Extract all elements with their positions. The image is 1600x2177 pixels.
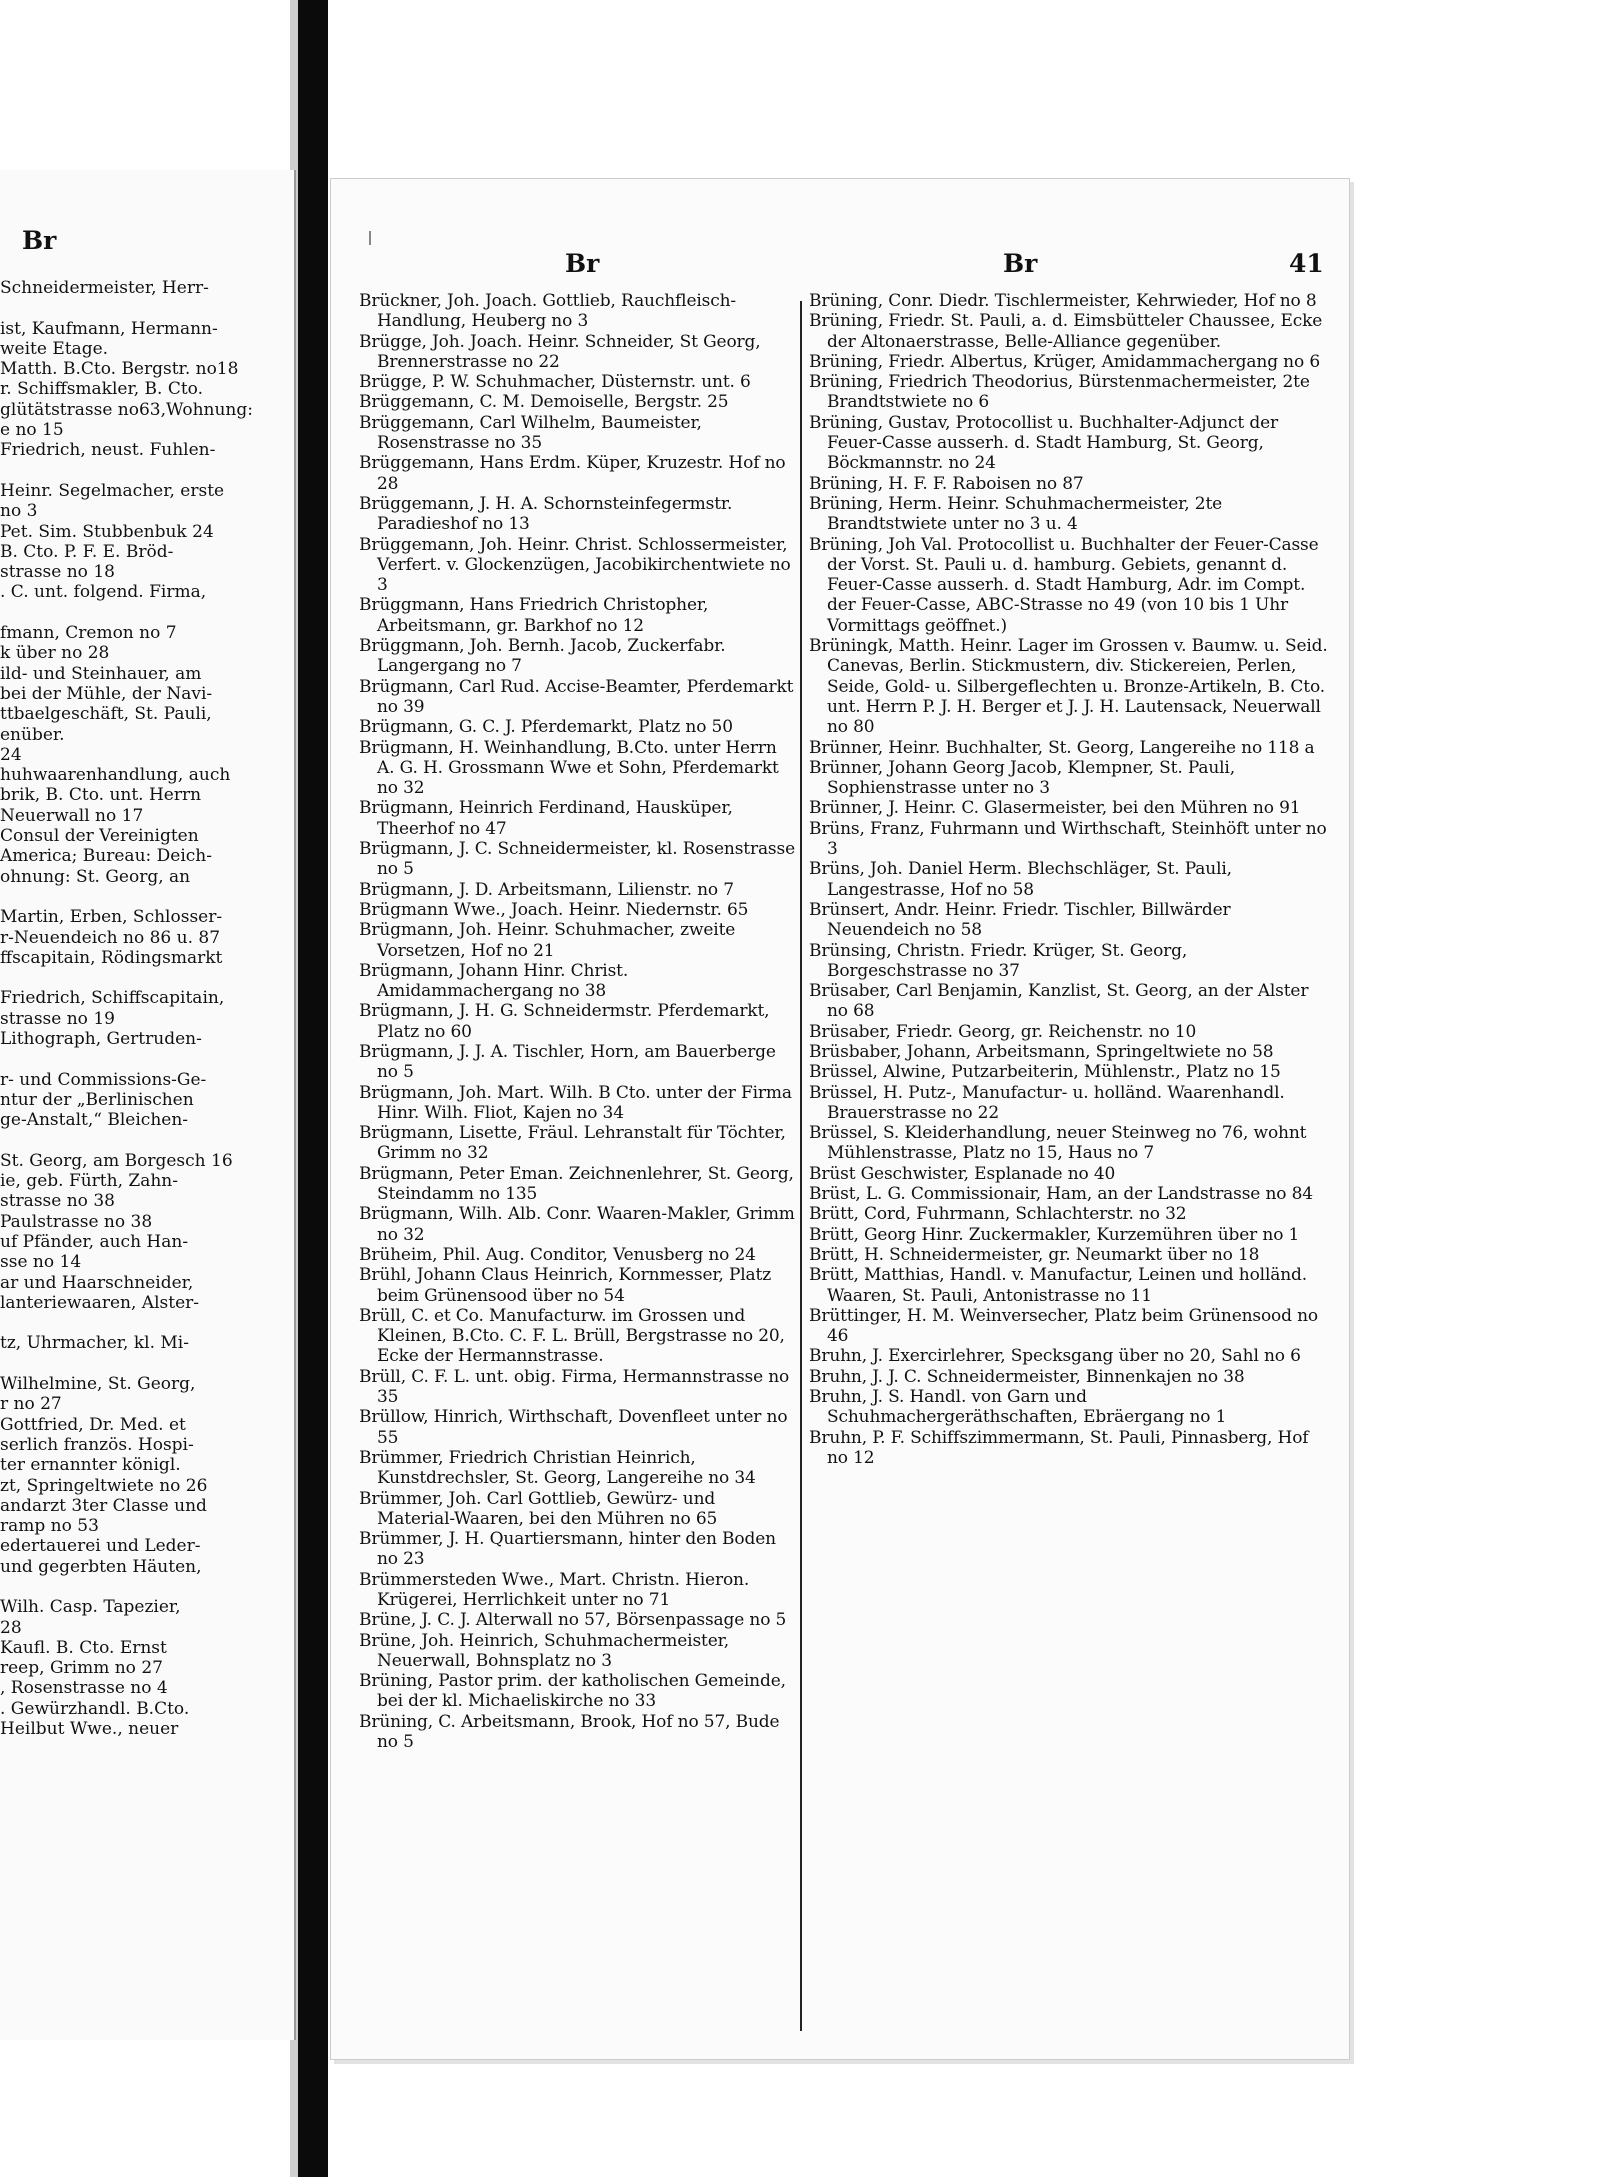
header-right: Br (1003, 249, 1038, 278)
directory-entry: Brüning, Herm. Heinr. Schuhmachermeister, 2te Brandtstwiete unter no 3 u. 4 (809, 493, 1223, 535)
left-page-line (0, 1130, 280, 1150)
left-page-line: Pet. Sim. Stubbenbuk 24 (0, 521, 214, 542)
directory-entry: Brümmer, Friedrich Christian Heinrich, Kunstdrechsler, St. Georg, Langereihe no 34 (359, 1447, 756, 1489)
directory-entry: Brügmann, J. H. G. Schneidermstr. Pferdemarkt, Platz no 60 (359, 1001, 770, 1042)
directory-entry: Brüsaber, Friedr. Georg, gr. Reichenstr. no 10 (809, 1021, 1197, 1042)
left-page-line (0, 968, 280, 988)
directory-entry: Brüningk, Matth. Heinr. Lager im Grossen v. Baumw. u. Seid. Canevas, Berlin. Stickmustern, div. Stickereien, Perlen, Seide, Gold- u. Silbergeflechten u. Bronze-Artikeln, B. Cto. unt. Herrn P. J. H. Berger et J. J. H. Lautensack, Neuerwall no 80 (809, 636, 1328, 738)
directory-entry: Brütt, Matthias, Handl. v. Manufactur, Leinen und holländ. Waaren, St. Pauli, Antonistrasse no 11 (809, 1265, 1308, 1306)
left-page-line: strasse no 38 (0, 1191, 115, 1212)
left-page-line: Kaufl. B. Cto. Ernst (0, 1637, 167, 1658)
directory-entry: Brüst Geschwister, Esplanade no 40 (809, 1163, 1116, 1184)
directory-entry: Brüssel, S. Kleiderhandlung, neuer Steinweg no 76, wohnt Mühlenstrasse, Platz no 15, Haus no 7 (809, 1123, 1307, 1164)
directory-entry: Brügmann, Lisette, Fräul. Lehranstalt für Töchter, Grimm no 32 (359, 1123, 786, 1164)
left-page-line: Martin, Erben, Schlosser- (0, 907, 223, 928)
left-page-line: America; Bureau: Deich- (0, 846, 212, 867)
directory-entry: Brümmersteden Wwe., Mart. Christn. Hieron. Krügerei, Herrlichkeit unter no 71 (359, 1569, 750, 1610)
directory-entry: Brügge, P. W. Schuhmacher, Düsternstr. unt. 6 (359, 372, 751, 393)
left-page-line: zt, Springeltwiete no 26 (0, 1475, 208, 1496)
directory-entry: Brügmann, Joh. Heinr. Schuhmacher, zweite Vorsetzen, Hof no 21 (359, 920, 736, 961)
left-page-line: B. Cto. P. F. E. Bröd- (0, 541, 174, 562)
directory-entry: Brügmann, H. Weinhandlung, B.Cto. unter Herrn A. G. H. Grossmann Wwe et Sohn, Pferdemarkt no 32 (359, 737, 779, 799)
page-number: 41 (1289, 249, 1324, 278)
directory-entry: Brügmann, J. C. Schneidermeister, kl. Rosenstrasse no 5 (359, 839, 795, 880)
book-spine (298, 0, 328, 2177)
left-page-line (0, 298, 280, 318)
directory-entry: Brümmer, Joh. Carl Gottlieb, Gewürz- und Material-Waaren, bei den Mühren no 65 (359, 1488, 718, 1529)
left-page-line: reep, Grimm no 27 (0, 1658, 163, 1679)
directory-entry: Brügmann, J. D. Arbeitsmann, Lilienstr. no 7 (359, 879, 734, 900)
directory-entry: Brüning, H. F. F. Raboisen no 87 (809, 473, 1084, 494)
left-page-line: uf Pfänder, auch Han- (0, 1231, 189, 1252)
left-page-line: ter ernannter königl. (0, 1455, 181, 1476)
left-page-line: serlich französ. Hospi- (0, 1434, 194, 1455)
directory-entry: Brünsert, Andr. Heinr. Friedr. Tischler, Billwärder Neuendeich no 58 (809, 899, 1231, 941)
directory-entry: Brütt, H. Schneidermeister, gr. Neumarkt über no 18 (809, 1244, 1260, 1265)
directory-entry: Brüning, C. Arbeitsmann, Brook, Hof no 57, Bude no 5 (359, 1711, 780, 1753)
left-page-line: ttbaelgeschäft, St. Pauli, (0, 704, 212, 725)
left-page-line: fmann, Cremon no 7 (0, 623, 177, 644)
directory-entry: Brüggemann, Hans Erdm. Küper, Kruzestr. Hof no 28 (359, 453, 786, 494)
left-page-line: r no 27 (0, 1394, 62, 1415)
directory-entry: Brüll, C. F. L. unt. obig. Firma, Hermannstrasse no 35 (359, 1366, 790, 1408)
left-page-line: enüber. (0, 724, 65, 745)
directory-entry: Brügmann Wwe., Joach. Heinr. Niedernstr. 65 (359, 899, 749, 920)
left-page-header: Br (22, 226, 57, 255)
left-page-line: e no 15 (0, 420, 64, 441)
directory-entry: Brünner, J. Heinr. C. Glasermeister, bei den Mühren no 91 (809, 798, 1301, 819)
directory-entry: Brückner, Joh. Joach. Gottlieb, Rauchfleisch-Handlung, Heuberg no 3 (359, 291, 736, 332)
directory-entry: Brügmann, G. C. J. Pferdemarkt, Platz no 50 (359, 717, 733, 738)
directory-entry: Brünner, Johann Georg Jacob, Klempner, St. Pauli, Sophienstrasse unter no 3 (809, 757, 1235, 799)
left-page-line: ist, Kaufmann, Hermann- (0, 318, 218, 339)
left-page-line: sse no 14 (0, 1252, 82, 1273)
left-page-line (0, 887, 280, 907)
left-page-line: r. Schiffsmakler, B. Cto. (0, 379, 204, 400)
left-page-line: 24 (0, 744, 22, 765)
directory-entry: Brütt, Georg Hinr. Zuckermakler, Kurzemühren über no 1 (809, 1224, 1300, 1245)
left-page-line: lanteriewaaren, Alster- (0, 1292, 200, 1313)
left-page-line: . Gewürzhandl. B.Cto. (0, 1698, 190, 1719)
directory-entry: Brüns, Franz, Fuhrmann und Wirthschaft, Steinhöft unter no 3 (809, 818, 1327, 860)
left-page-line: weite Etage. (0, 338, 109, 359)
directory-entry: Brüll, C. et Co. Manufacturw. im Grossen und Kleinen, B.Cto. C. F. L. Brüll, Bergstrasse no 20, Ecke der Hermannstrasse. (359, 1305, 785, 1367)
column-divider (800, 301, 802, 2031)
left-page-line: ohnung: St. Georg, an (0, 866, 191, 887)
directory-entry: Brüggemann, C. M. Demoiselle, Bergstr. 25 (359, 392, 729, 413)
left-page-line: r-Neuendeich no 86 u. 87 (0, 927, 221, 948)
directory-entry: Brüning, Gustav, Protocollist u. Buchhalter-Adjunct der Feuer-Casse ausserh. d. Stadt Hamburg, St. Georg, Böckmannstr. no 24 (809, 412, 1278, 474)
left-page-line: Paulstrasse no 38 (0, 1211, 153, 1232)
directory-entry: Bruhn, P. F. Schiffszimmermann, St. Pauli, Pinnasberg, Hof no 12 (809, 1427, 1309, 1468)
left-page-line: Wilh. Casp. Tapezier, (0, 1597, 181, 1618)
directory-entry: Brügmann, Wilh. Alb. Conr. Waaren-Makler, Grimm no 32 (359, 1204, 795, 1245)
left-page (0, 170, 296, 2040)
directory-entry: Bruhn, J. Exercirlehrer, Specksgang über no 20, Sahl no 6 (809, 1346, 1301, 1367)
directory-entry: Brüning, Friedrich Theodorius, Bürstenmachermeister, 2te Brandtstwiete no 6 (809, 372, 1310, 413)
left-page-line: Matth. B.Cto. Bergstr. no18 (0, 359, 239, 380)
left-page-line: tz, Uhrmacher, kl. Mi- (0, 1333, 189, 1354)
directory-entry: Brüllow, Hinrich, Wirthschaft, Dovenfleet unter no 55 (359, 1407, 788, 1448)
directory-entry: Brüne, Joh. Heinrich, Schuhmachermeister, Neuerwall, Bohnsplatz no 3 (359, 1630, 729, 1671)
left-page-line (0, 1354, 280, 1374)
directory-entry: Brüsbaber, Johann, Arbeitsmann, Springeltwiete no 58 (809, 1041, 1274, 1062)
left-page-line: Gottfried, Dr. Med. et (0, 1414, 186, 1435)
directory-entry: Brütt, Cord, Fuhrmann, Schlachterstr. no 32 (809, 1204, 1187, 1225)
left-page-line: ild- und Steinhauer, am (0, 663, 202, 684)
left-page-line: ie, geb. Fürth, Zahn- (0, 1171, 178, 1192)
directory-entry: Brünner, Heinr. Buchhalter, St. Georg, Langereihe no 118 a (809, 737, 1315, 758)
left-page-line: bei der Mühle, der Navi- (0, 683, 213, 704)
left-page-line: Heinr. Segelmacher, erste (0, 480, 225, 501)
directory-entry: Brügmann, Heinrich Ferdinand, Hausküper, Theerhof no 47 (359, 798, 733, 839)
directory-entry: Brüning, Joh Val. Protocollist u. Buchhalter der Feuer-Casse der Vorst. St. Pauli u. d. hamburg. Gebiets, genannt d. Feuer-Casse ausserh. d. Stadt Hamburg, Adr. im Compt. der Feuer-Casse, ABC-Strasse no 49 (von 10 bis 1 Uhr Vormittags geöffnet.) (809, 534, 1319, 636)
directory-entry: Brüning, Pastor prim. der katholischen Gemeinde, bei der kl. Michaeliskirche no 33 (359, 1671, 786, 1712)
left-page-line: ar und Haarschneider, (0, 1272, 194, 1293)
left-page-line (0, 461, 280, 481)
directory-entry: Brühl, Johann Claus Heinrich, Kornmesser, Platz beim Grünensood über no 54 (359, 1265, 772, 1306)
left-page-line: brik, B. Cto. unt. Herrn (0, 785, 202, 806)
directory-entry: Brüttinger, H. M. Weinversecher, Platz beim Grünensood no 46 (809, 1305, 1319, 1347)
directory-entry: Brüggmann, Hans Friedrich Christopher, Arbeitsmann, gr. Barkhof no 12 (359, 595, 709, 636)
left-page-line: St. Georg, am Borgesch 16 (0, 1150, 233, 1171)
left-page-line: strasse no 19 (0, 1008, 115, 1029)
directory-entry: Brügmann, J. J. A. Tischler, Horn, am Bauerberge no 5 (359, 1041, 776, 1083)
directory-entry: Brüssel, Alwine, Putzarbeiterin, Mühlenstr., Platz no 15 (809, 1062, 1281, 1083)
left-page-line: edertauerei und Leder- (0, 1536, 201, 1557)
right-page (330, 178, 1350, 2060)
left-page-line: , Rosenstrasse no 4 (0, 1678, 168, 1699)
header-left: Br (565, 249, 600, 278)
left-page-line: Heilbut Wwe., neuer (0, 1719, 179, 1740)
directory-entry: Brüggmann, Joh. Bernh. Jacob, Zuckerfabr. Langergang no 7 (359, 636, 726, 677)
left-page-line: ramp no 53 (0, 1516, 99, 1537)
directory-entry: Brüssel, H. Putz-, Manufactur- u. holländ. Waarenhandl. Brauerstrasse no 22 (809, 1082, 1285, 1123)
left-page-line: Neuerwall no 17 (0, 805, 144, 826)
left-page-line: glütätstrasse no63,Wohnung: (0, 399, 253, 420)
directory-entry: Brüning, Conr. Diedr. Tischlermeister, Kehrwieder, Hof no 8 (809, 291, 1317, 311)
left-page-line: . C. unt. folgend. Firma, (0, 582, 207, 603)
left-page-line: Wilhelmine, St. Georg, (0, 1374, 196, 1395)
directory-entry: Brüning, Friedr. Albertus, Krüger, Amidammachergang no 6 (809, 351, 1320, 372)
left-page-line: ntur der „Berlinischen (0, 1089, 194, 1110)
column-left (359, 291, 795, 1752)
directory-entry: Brüggemann, Carl Wilhelm, Baumeister, Rosenstrasse no 35 (359, 412, 702, 454)
left-page-line: huhwaarenhandlung, auch (0, 765, 231, 786)
directory-entry: Brüggemann, Joh. Heinr. Christ. Schlossermeister, Verfert. v. Glockenzügen, Jacobikirchentwiete no 3 (359, 534, 791, 596)
page-tick-mark (369, 231, 371, 245)
directory-entry: Bruhn, J. J. C. Schneidermeister, Binnenkajen no 38 (809, 1366, 1245, 1387)
left-page-line: Schneidermeister, Herr- (0, 278, 209, 298)
column-right (809, 291, 1329, 1468)
left-page-line: r- und Commissions-Ge- (0, 1069, 207, 1090)
left-page-line: und gegerbten Häuten, (0, 1556, 202, 1577)
left-page-line: Consul der Vereinigten (0, 826, 199, 847)
left-page-line: Friedrich, neust. Fuhlen- (0, 440, 216, 461)
directory-entry: Brüheim, Phil. Aug. Conditor, Venusberg no 24 (359, 1244, 756, 1265)
left-page-line: no 3 (0, 501, 38, 522)
left-page-line: Friedrich, Schiffscapitain, (0, 988, 225, 1009)
left-page-line: Lithograph, Gertruden- (0, 1028, 202, 1049)
left-page-column (0, 278, 280, 1739)
directory-entry: Brüne, J. C. J. Alterwall no 57, Börsenpassage no 5 (359, 1610, 787, 1631)
left-page-line: k über no 28 (0, 643, 110, 664)
directory-entry: Brügmann, Johann Hinr. Christ. Amidammachergang no 38 (359, 960, 629, 1002)
left-page-line: 28 (0, 1617, 22, 1638)
directory-entry: Brüggemann, J. H. A. Schornsteinfegermstr. Paradieshof no 13 (359, 493, 733, 535)
left-page-line (0, 1049, 280, 1069)
directory-entry: Brügmann, Peter Eman. Zeichnenlehrer, St. Georg, Steindamm no 135 (359, 1163, 794, 1205)
directory-entry: Brüst, L. G. Commissionair, Ham, an der Landstrasse no 84 (809, 1184, 1313, 1205)
left-page-line (0, 1577, 280, 1597)
directory-entry: Brügmann, Joh. Mart. Wilh. B Cto. unter der Firma Hinr. Wilh. Fliot, Kajen no 34 (359, 1082, 792, 1123)
directory-entry: Bruhn, J. S. Handl. von Garn und Schuhmachergeräthschaften, Ebräergang no 1 (809, 1387, 1227, 1428)
left-page-line (0, 1313, 280, 1333)
left-page-line: strasse no 18 (0, 562, 115, 583)
directory-entry: Brüns, Joh. Daniel Herm. Blechschläger, St. Pauli, Langestrasse, Hof no 58 (809, 859, 1232, 900)
left-page-line (0, 603, 280, 623)
directory-entry: Brügge, Joh. Joach. Heinr. Schneider, St Georg, Brennerstrasse no 22 (359, 331, 761, 372)
left-page-line: andarzt 3ter Classe und (0, 1495, 207, 1516)
directory-entry: Brügmann, Carl Rud. Accise-Beamter, Pferdemarkt no 39 (359, 676, 794, 717)
directory-entry: Brünsing, Christn. Friedr. Krüger, St. Georg, Borgeschstrasse no 37 (809, 940, 1188, 981)
left-page-line: ffscapitain, Rödingsmarkt (0, 947, 223, 968)
directory-entry: Brümmer, J. H. Quartiersmann, hinter den Boden no 23 (359, 1529, 776, 1570)
directory-entry: Brüning, Friedr. St. Pauli, a. d. Eimsbütteler Chaussee, Ecke der Altonaerstrasse, Belle-Alliance gegenüber. (809, 311, 1323, 352)
left-page-line: ge-Anstalt,“ Bleichen- (0, 1110, 189, 1131)
directory-entry: Brüsaber, Carl Benjamin, Kanzlist, St. Georg, an der Alster no 68 (809, 981, 1309, 1022)
